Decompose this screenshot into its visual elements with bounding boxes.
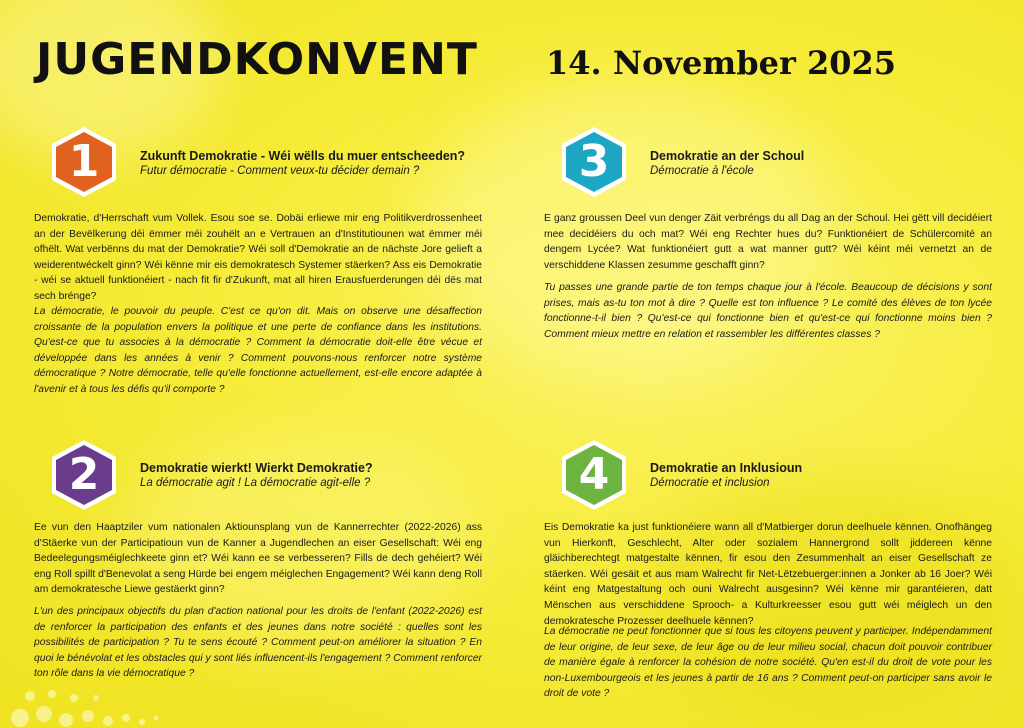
badge-number: 1: [68, 136, 100, 187]
section-title-de: Demokratie an der Schoul: [650, 149, 805, 163]
section-text-de: Eis Demokratie ka just funktionéiere wann all d'Matbierger dorun deelhuele kënnen. Onofhängeg vun Hierkonft, Geschlecht, Alter oder sozialem Hannergrond sollt jiddereen kënne gläichberechtegt matgestalte kënnen, fir esou den Zesummenhalt an eiser Gesellschaft ze stäerken. Wéi gesäit et aus mam Walrecht fir Net-Lëtzebuerger:innen a Jonker ab 16 Joer? Wéi kéint eng Matgestaltung och ouni Walrecht ausgesinn? Wéi kënne mir garantéieren, datt Mënschen aus verschiddene Sprooch- a Kulturkreesser esou gutt wéi méiglech un den demokratesche Prozesser deelhuele kënnen?: [544, 522, 992, 627]
section-title-de: Demokratie an Inklusioun: [650, 461, 803, 475]
badge-4: [556, 437, 632, 513]
section-text-fr: La démocratie ne peut fonctionner que si tous les citoyens peuvent y participer. Indépendamment de leur origine, de leur sexe, de leur âge ou de leur milieu social, chacun doit pouvoir contribuer de manière égale à renforcer la cohésion de notre société. Qu'en est-il du droit de vote pour les non-Luxembourgeois et les jeunes à partir de 16 ans ? Comment peut-on participer sans avoir le droit de vote ?: [544, 626, 992, 700]
section-title-fr: Démocratie à l'école: [650, 165, 754, 177]
section-title-de: Demokratie wierkt! Wierkt Demokratie?: [140, 461, 373, 475]
section-text-fr: L'un des principaux objectifs du plan d'action national pour les droits de l'enfant (2022-2026) est de renforcer la participation des enfants et des jeunes dans notre société : quelles sont les possibilités de participation ? Tu te sens écouté ? Comment peut-on améliorer la situation ? En quoi le bénévolat et les obstacles qui y sont liés influencent-ils l'engagement ? Comment renforcer ton rôle dans la vie démocratique ?: [34, 606, 482, 680]
section-text-de: Ee vun den Haaptziler vum nationalen Aktiounsplang vun de Kannerrechter (2022-2026) ass d'Stäerke vun der Participatioun vun de Kanner a Jugendlechen an eiser Gesellschaft: Wéi eng Bedeelegungsméiglechkeete ginn et? Wéi kann ee se verbesseren? Fills de dech gehéiert? Wéi eng Roll spillt d'Benevolat a seng Hürde bei engem méiglechen Engagement? Wéi kann deng Roll am demokratesche Liewe gestäerkt ginn?: [34, 522, 482, 596]
section-title-de: Zukunft Demokratie - Wéi wëlls du muer entscheeden?: [140, 149, 466, 163]
event-date: 14. November 2025: [546, 44, 897, 82]
section-title-fr: La démocratie agit ! La démocratie agit-elle ?: [140, 477, 371, 489]
section-text-fr: Tu passes une grande partie de ton temps chaque jour à l'école. Beaucoup de décisions y sont prises, mais as-tu ton mot à dire ? Quelle est ton influence ? Le comité des élèves de ton lycée fonctionne-t-il bien ? Qu'est-ce qui fonctionne bien et qu'est-ce qui fonctionne moins bien ? Comment mieux mettre en relation et rassembler les différentes classes ?: [544, 282, 992, 340]
badge-number: 4: [578, 449, 610, 500]
badge-3: [556, 124, 632, 200]
section-heading: [140, 149, 465, 177]
section-text-de: E ganz groussen Deel vun denger Zäit verbréngs du all Dag an der Schoul. Hei gëtt vill decidéiert mee decidéiers du och mat? Wéi eng Rechter hues du? Funktionéiert de Schülercomité an dengem Lycée? Wat funktionéiert gutt a wat manner gutt? Wéi kéint méi vernetzt an de verschiddene Klassen zesumme geschafft ginn?: [544, 213, 992, 271]
badge-number: 2: [68, 449, 100, 500]
section-heading: [650, 461, 802, 489]
section-title-fr: Futur démocratie - Comment veux-tu décider demain ?: [140, 165, 420, 177]
section-heading: [650, 149, 804, 177]
section-heading: [140, 461, 373, 489]
page-title: JUGENDKONVENT: [36, 34, 478, 85]
section-text-de: Demokratie, d'Herrschaft vum Vollek. Esou soe se. Dobäi erliewe mir eng Politikverdrossenheet an der Bevëlkerung déi ëmmer méi zouhëlt an e Vertrauen an d'Institutiounen wat ëmmer méi ofhëlt. Wat verbënns du mat der Demokratie? Wéi soll d'Demokratie an de nächste Jore gelieft a weiderentwéckelt ginn? Wéi kënne mir eis demokratesch Systemer stäerken? Ass eis Demokratie - wéi se aktuell funktionéiert - nach fit fir d'Zukunft, mat all hiren Erausfuerderungen déi dës mat sech brénge?: [34, 213, 482, 302]
badge-number: 3: [578, 136, 610, 187]
section-text-fr: La démocratie, le pouvoir du peuple. C'est ce qu'on dit. Mais on observe une désaffection croissante de la population envers la politique et une perte de confiance dans les institutions. Qu'est-ce que tu associes à la démocratie ? Comment la démocratie doit-elle être vécue et développée dans les années à venir ? Comment pouvons-nous renforcer notre système démocratique ? Notre démocratie, telle qu'elle fonctionne actuellement, est-elle encore adaptée à l'avenir et à tous les défis qu'il comporte ?: [34, 306, 482, 395]
badge-2: [46, 437, 122, 513]
badge-1: [46, 124, 122, 200]
section-title-fr: Démocratie et inclusion: [650, 477, 770, 489]
